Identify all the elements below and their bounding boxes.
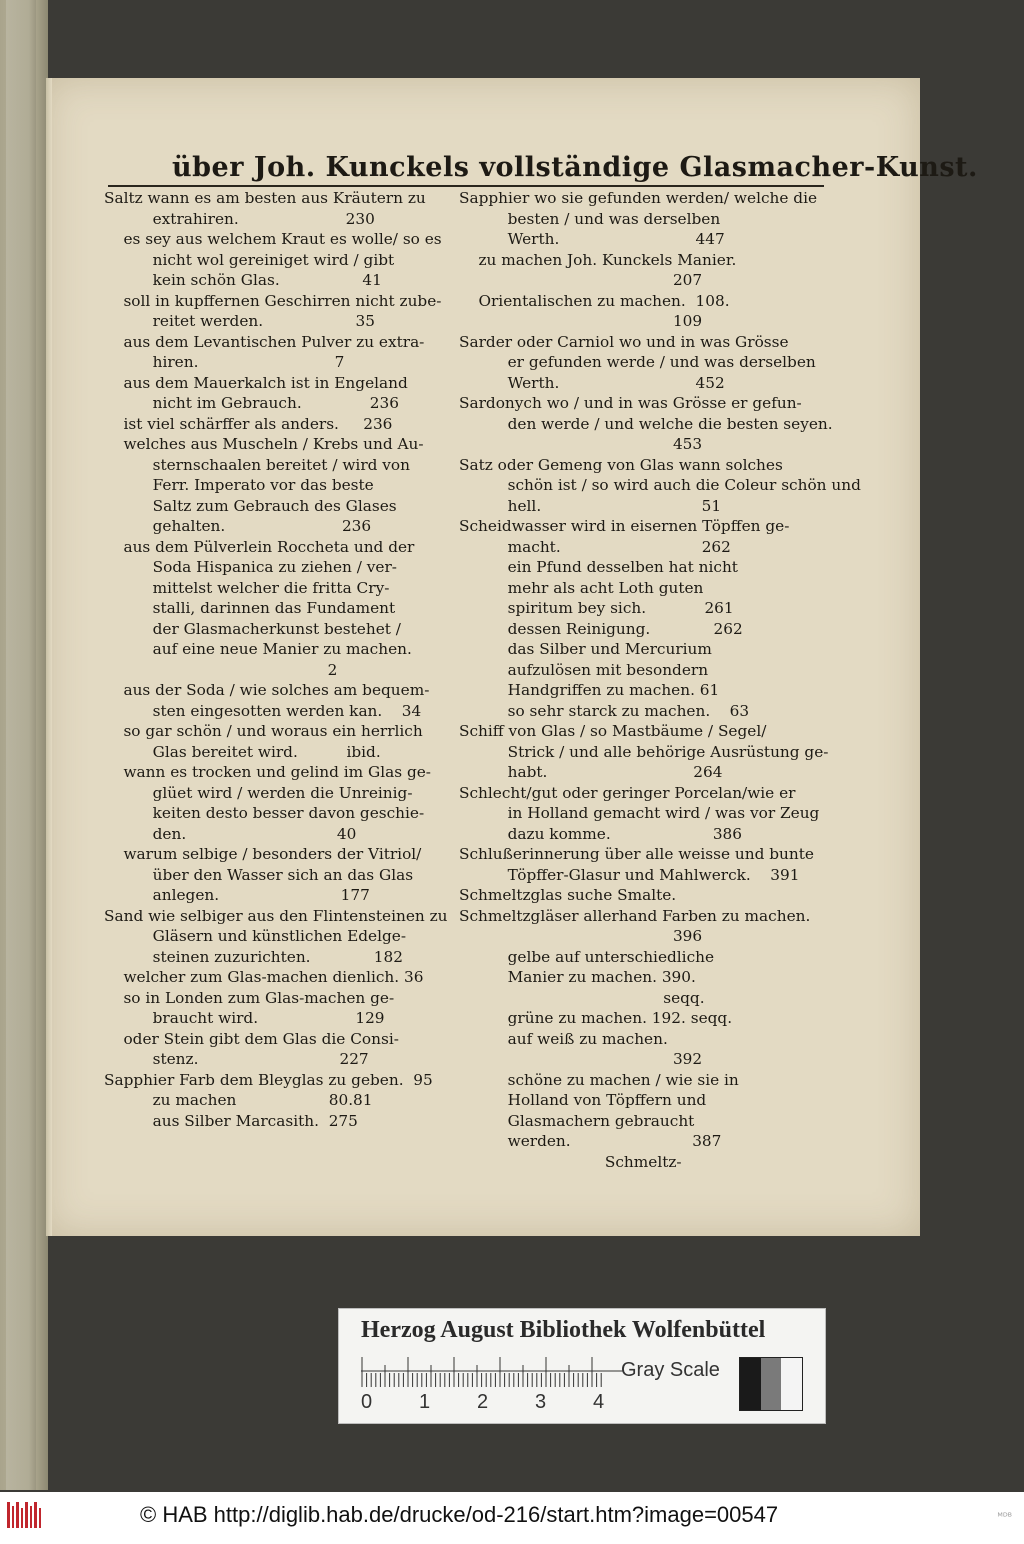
index-line: schön ist / so wird auch die Coleur schön und	[459, 476, 861, 494]
index-line: seqq.	[459, 988, 705, 1007]
index-line: Sarder oder Carniol wo und in was Grösse	[459, 332, 789, 351]
index-line: stenz. 227	[104, 1050, 369, 1068]
index-line: auf eine neue Manier zu machen.	[104, 640, 412, 658]
index-line: ist viel schärffer als anders. 236	[104, 414, 393, 433]
index-line: Glas bereitet wird. ibid.	[104, 742, 381, 761]
ruler-number-1: 1	[419, 1391, 431, 1413]
index-line: in Holland gemacht wird / was vor Zeug	[459, 804, 820, 822]
index-line: Strick / und alle behörige Ausrüstung ge-	[459, 742, 829, 761]
ruler-number-0: 0	[361, 1391, 373, 1413]
ruler-numbers	[361, 1391, 631, 1415]
ruler-number-3: 3	[535, 1391, 547, 1413]
index-line: Manier zu machen. 390.	[459, 968, 696, 986]
index-line: über den Wasser sich an das Glas	[104, 865, 414, 884]
index-line: 207	[459, 271, 703, 289]
index-line: aus dem Pülverlein Roccheta und der	[104, 537, 415, 556]
index-line: so sehr starck zu machen. 63	[459, 701, 750, 720]
swatch-white	[781, 1358, 802, 1410]
index-line: gehalten. 236	[104, 517, 372, 535]
index-line: oder Stein gibt dem Glas die Consi-	[104, 1029, 399, 1048]
index-line: anlegen. 177	[104, 886, 370, 904]
index-line: Schlußerinnerung über alle weisse und bunte	[459, 845, 814, 863]
index-line: aus dem Mauerkalch ist in Engeland	[104, 373, 408, 392]
ruler-title: Herzog August Bibliothek Wolfenbüttel	[361, 1317, 766, 1343]
index-line: sten eingesotten werden kan. 34	[104, 701, 422, 720]
index-line: auf weiß zu machen.	[459, 1029, 668, 1048]
index-line: reitet werden. 35	[104, 312, 375, 330]
index-line: Soda Hispanica zu ziehen / ver-	[104, 558, 397, 576]
index-line: 2	[104, 660, 338, 679]
footer-url[interactable]: © HAB http://diglib.hab.de/drucke/od-216/start.htm?image=00547	[140, 1502, 779, 1527]
index-line: 109	[459, 312, 703, 330]
page-header: über Joh. Kunckels vollständige Glasmacher-Kunst.	[172, 152, 978, 183]
index-line: Schmeltz-	[459, 1152, 682, 1171]
index-line: Schlecht/gut oder geringer Porcelan/wie er	[459, 783, 796, 802]
index-line: das Silber und Mercurium	[459, 640, 712, 658]
index-line: extrahiren. 230	[104, 209, 375, 228]
swatch-gray	[761, 1358, 782, 1410]
swatch-black	[740, 1358, 761, 1410]
left-column	[104, 188, 454, 1131]
hab-barcode-logo-icon	[6, 1500, 42, 1530]
ruler-number-2: 2	[477, 1391, 489, 1413]
index-line: aus dem Levantischen Pulver zu extra-	[104, 332, 425, 351]
index-line: ein Pfund desselben hat nicht	[459, 558, 738, 576]
index-line: aufzulösen mit besondern	[459, 660, 709, 679]
index-line: steinen zuzurichten. 182	[104, 947, 403, 966]
index-line: sternschaalen bereitet / wird von	[104, 455, 410, 474]
index-line: warum selbige / besonders der Vitriol/	[104, 845, 422, 863]
index-line: Handgriffen zu machen. 61	[459, 681, 720, 699]
index-line: Sand wie selbiger aus den Flintensteinen zu	[104, 906, 448, 925]
index-line: macht. 262	[459, 537, 731, 556]
index-line: schöne zu machen / wie sie in	[459, 1070, 739, 1089]
index-line: hiren. 7	[104, 353, 345, 371]
color-scale-card	[338, 1308, 826, 1424]
page-edge	[46, 78, 52, 1236]
index-line: Satz oder Gemeng von Glas wann solches	[459, 455, 783, 474]
index-line: habt. 264	[459, 763, 723, 781]
index-line: zu machen Joh. Kunckels Manier.	[459, 250, 737, 269]
index-line: 392	[459, 1050, 703, 1068]
index-line: Holland von Töpffern und	[459, 1091, 707, 1109]
index-line: Sapphier wo sie gefunden werden/ welche die	[459, 189, 818, 207]
index-line: Ferr. Imperato vor das beste	[104, 476, 374, 494]
index-line: Saltz wann es am besten aus Kräutern zu	[104, 189, 426, 207]
index-line: mittelst welcher die fritta Cry-	[104, 578, 390, 597]
index-line: Schmeltzgläser allerhand Farben zu machen.	[459, 906, 811, 925]
index-line: soll in kupffernen Geschirren nicht zube-	[104, 291, 442, 310]
ruler-ticks	[361, 1355, 623, 1387]
footer-bar	[0, 1492, 1024, 1544]
header-rule	[108, 185, 824, 187]
index-line: den werde / und welche die besten seyen.	[459, 414, 833, 433]
index-line: mehr als acht Loth guten	[459, 578, 704, 597]
index-line: grüne zu machen. 192. seqq.	[459, 1009, 733, 1027]
index-line: Saltz zum Gebrauch des Glases	[104, 496, 397, 515]
index-line: Schiff von Glas / so Mastbäume / Segel/	[459, 722, 767, 740]
index-line: nicht wol gereiniget wird / gibt	[104, 250, 395, 269]
index-line: besten / und was derselben	[459, 209, 721, 228]
index-line: Werth. 447	[459, 230, 725, 248]
index-line: aus der Soda / wie solches am bequem-	[104, 681, 430, 699]
index-line: Scheidwasser wird in eisernen Töpffen ge-	[459, 517, 790, 535]
gray-scale-label: Gray Scale	[621, 1359, 720, 1381]
index-line: braucht wird. 129	[104, 1009, 385, 1027]
index-line: hell. 51	[459, 496, 722, 515]
index-line: gelbe auf unterschiedliche	[459, 947, 715, 966]
index-line: Orientalischen zu machen. 108.	[459, 291, 730, 310]
index-line: er gefunden werde / und was derselben	[459, 353, 816, 371]
index-line: Schmeltzglas suche Smalte.	[459, 886, 677, 904]
gray-swatches	[739, 1357, 803, 1411]
index-line: Sardonych wo / und in was Grösse er gefun-	[459, 394, 802, 412]
index-line: spiritum bey sich. 261	[459, 599, 734, 617]
index-line: nicht im Gebrauch. 236	[104, 394, 399, 412]
index-line: glüet wird / werden die Unreinig-	[104, 783, 413, 802]
index-line: keiten desto besser davon geschie-	[104, 804, 425, 822]
index-line: so gar schön / und woraus ein herrlich	[104, 722, 423, 740]
index-line: 396	[459, 927, 703, 945]
right-column	[459, 188, 861, 1172]
index-line: Glasmachern gebraucht	[459, 1111, 695, 1130]
index-line: welches aus Muscheln / Krebs und Au-	[104, 435, 424, 453]
index-line: welcher zum Glas-machen dienlich. 36	[104, 968, 424, 986]
index-line: es sey aus welchem Kraut es wolle/ so es	[104, 230, 442, 248]
index-line: zu machen 80.81	[104, 1091, 373, 1109]
index-line: kein schön Glas. 41	[104, 271, 382, 289]
index-line: 453	[459, 435, 703, 453]
index-line: dazu komme. 386	[459, 824, 743, 843]
index-line: so in Londen zum Glas-machen ge-	[104, 988, 395, 1007]
index-line: Sapphier Farb dem Bleyglas zu geben. 95	[104, 1070, 433, 1089]
index-line: werden. 387	[459, 1132, 722, 1150]
index-line: wann es trocken und gelind im Glas ge-	[104, 763, 431, 781]
index-line: der Glasmacherkunst bestehet /	[104, 619, 401, 638]
index-line: Töpffer-Glasur und Mahlwerck. 391	[459, 865, 800, 884]
index-line: aus Silber Marcasith. 275	[104, 1111, 358, 1130]
index-line: Gläsern und künstlichen Edelge-	[104, 927, 407, 945]
left-page-strip-shade	[6, 0, 36, 1490]
index-line: stalli, darinnen das Fundament	[104, 599, 396, 617]
index-line: dessen Reinigung. 262	[459, 619, 743, 638]
ruler-number-4: 4	[593, 1391, 605, 1413]
footer-mark: ᴹᴰᴮ	[997, 1512, 1012, 1523]
left-page-strip	[0, 0, 48, 1490]
index-line: Werth. 452	[459, 373, 725, 392]
index-line: den. 40	[104, 824, 357, 843]
